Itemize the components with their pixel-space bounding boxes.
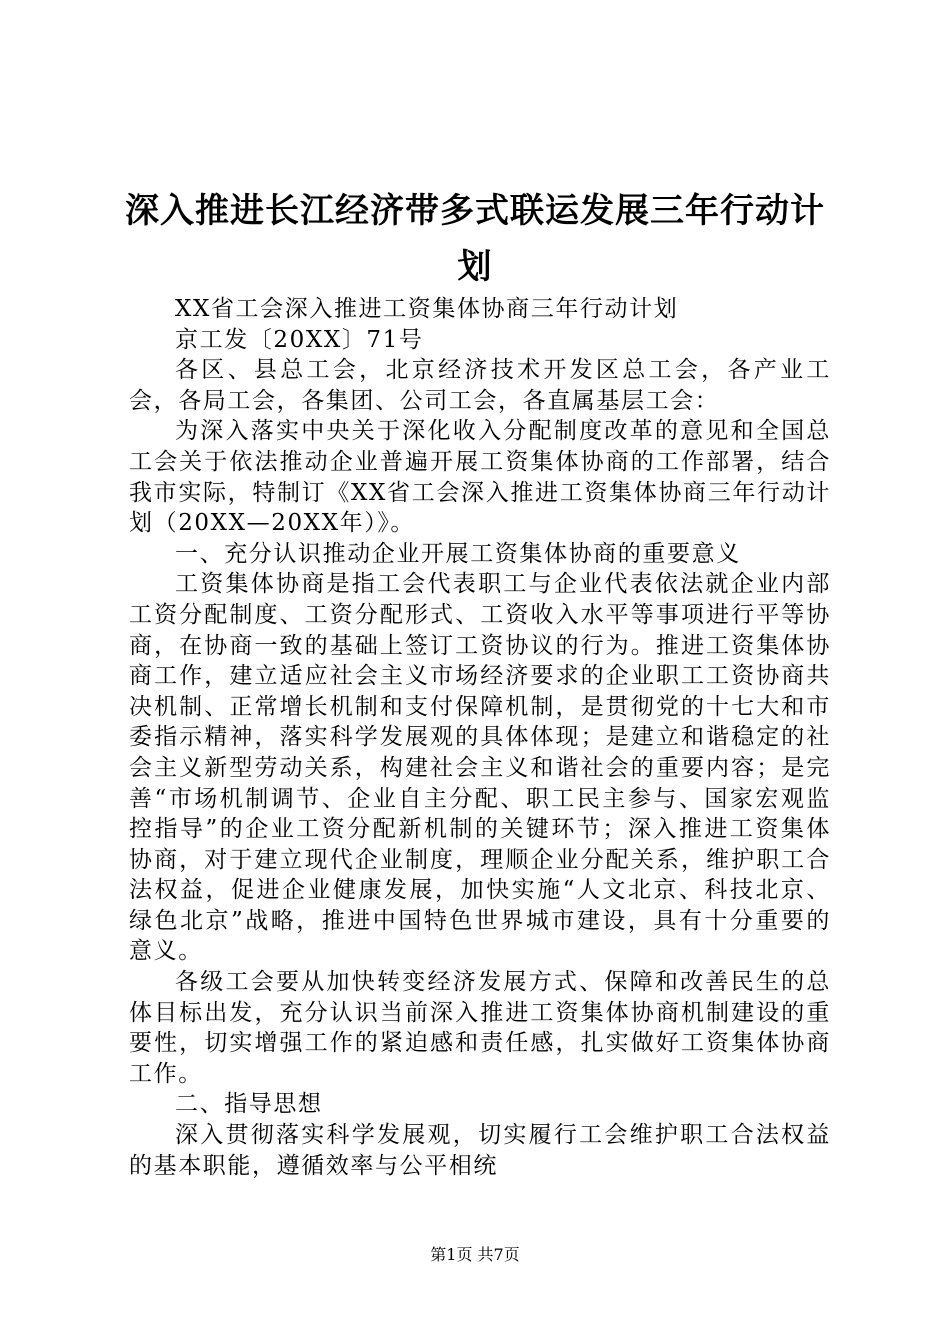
paragraph-section-1-a: 工资集体协商是指工会代表职工与企业代表依法就企业内部工资分配制度、工资分配形式、工资收入水平等事项进行平等协商，在协商一致的基础上签订工资协议的行为。推进工资集体协商工作，建立适应社会主义市场经济要求的企业职工工资协商共决机制、正常增长机制和支付保障机制，是贯彻党的十七大和市委指示精神，落实科学发展观的具体体现；是建立和谐稳定的社会主义新型劳动关系，构建社会主义和谐社会的重要内容；是完善“市场机制调节、企业自主分配、职工民主参与、国家宏观监控指导”的企业工资分配新机制的关键环节；深入推进工资集体协商，对于建立现代企业制度，理顺企业分配关系，维护职工合法权益，促进企业健康发展，加快实施“人文北京、科技北京、绿色北京”战略，推进中国特色世界城市建设，具有十分重要的意义。 [129, 571, 831, 965]
document-body [129, 294, 831, 1181]
paragraph-addressees: 各区、县总工会，北京经济技术开发区总工会，各产业工会，各局工会，各集团、公司工会，各直属基层工会： [129, 357, 831, 414]
paragraph-subtitle: XX省工会深入推进工资集体协商三年行动计划 [175, 296, 679, 322]
paragraph-section-1-b: 各级工会要从加快转变经济发展方式、保障和改善民生的总体目标出发，充分认识当前深入推进工资集体协商机制建设的重要性，切实增强工作的紧迫感和责任感，扎实做好工资集体协商工作。 [129, 969, 831, 1087]
paragraph-section-2-a: 深入贯彻落实科学发展观，切实履行工会维护职工合法权益的基本职能，遵循效率与公平相统 [129, 1122, 831, 1179]
section-heading-1: 一、充分认识推动企业开展工资集体协商的重要意义 [175, 540, 741, 567]
page-number-footer: 第1页 共7页 [430, 1245, 520, 1264]
section-heading-2: 二、指导思想 [175, 1091, 323, 1118]
paragraph-intro: 为深入落实中央关于深化收入分配制度改革的意见和全国总工会关于依法推动企业普遍开展工资集体协商的工作部署，结合我市实际，特制订《XX省工会深入推进工资集体协商三年行动计划（20XX—20XX年）》。 [129, 418, 831, 537]
paragraph-doc-number: 京工发〔20XX〕71号 [175, 326, 424, 353]
document-title: 深入推进长江经济带多式联运发展三年行动计划 [125, 191, 825, 287]
